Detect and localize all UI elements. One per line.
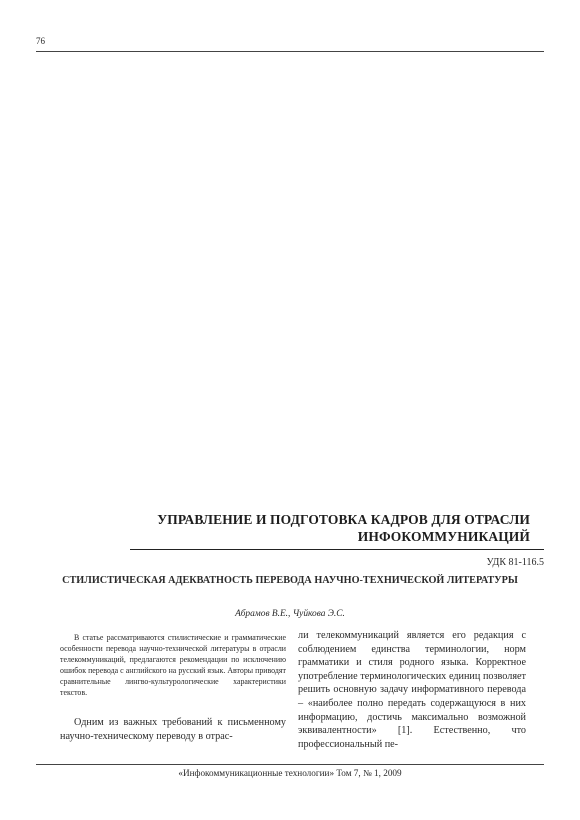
body-paragraph: Одним из важных требований к письменному научно-техническому переводу в отрас- — [60, 717, 286, 742]
authors: Абрамов В.Е., Чуйкова Э.С. — [235, 609, 345, 619]
body-column-right — [298, 629, 526, 751]
page-number: 76 — [36, 36, 45, 46]
header-rule — [36, 51, 544, 52]
body-column-left — [60, 716, 286, 744]
section-title-rule — [130, 549, 544, 550]
abstract — [60, 633, 286, 698]
section-title: УПРАВЛЕНИЕ И ПОДГОТОВКА КАДРОВ ДЛЯ ОТРАСЛИ ИНФОКОММУНИКАЦИЙ — [157, 512, 530, 544]
abstract-text: В статье рассматриваются стилистические и грамматические особенности перевода научно-технической литературы в отрасли телекоммуникаций, предлагаются рекомендации по исключению ошибок перевода с английского на русский язык. Авторы приводят сравнительные лингво-культурологические характеристики текстов. — [60, 633, 286, 697]
body-paragraph: ли телекоммуникаций является его редакция с соблюдением единства терминологии, норм грамматики и стиля родного языка. Корректное употребление терминологических единиц позволяет решить основную задачу информативного перевода – «наиболее полно передать содержащуюся в них информацию, достичь максимально возможной эквивалентности» [1]. Естественно, что профессиональный пе- — [298, 630, 526, 750]
footer-rule — [36, 764, 544, 765]
journal-footer: «Инфокоммуникационные технологии» Том 7, № 1, 2009 — [178, 768, 402, 778]
article-title: СТИЛИСТИЧЕСКАЯ АДЕКВАТНОСТЬ ПЕРЕВОДА НАУЧНО-ТЕХНИЧЕСКОЙ ЛИТЕРАТУРЫ — [62, 575, 518, 586]
udk-code: УДК 81-116.5 — [486, 557, 544, 568]
